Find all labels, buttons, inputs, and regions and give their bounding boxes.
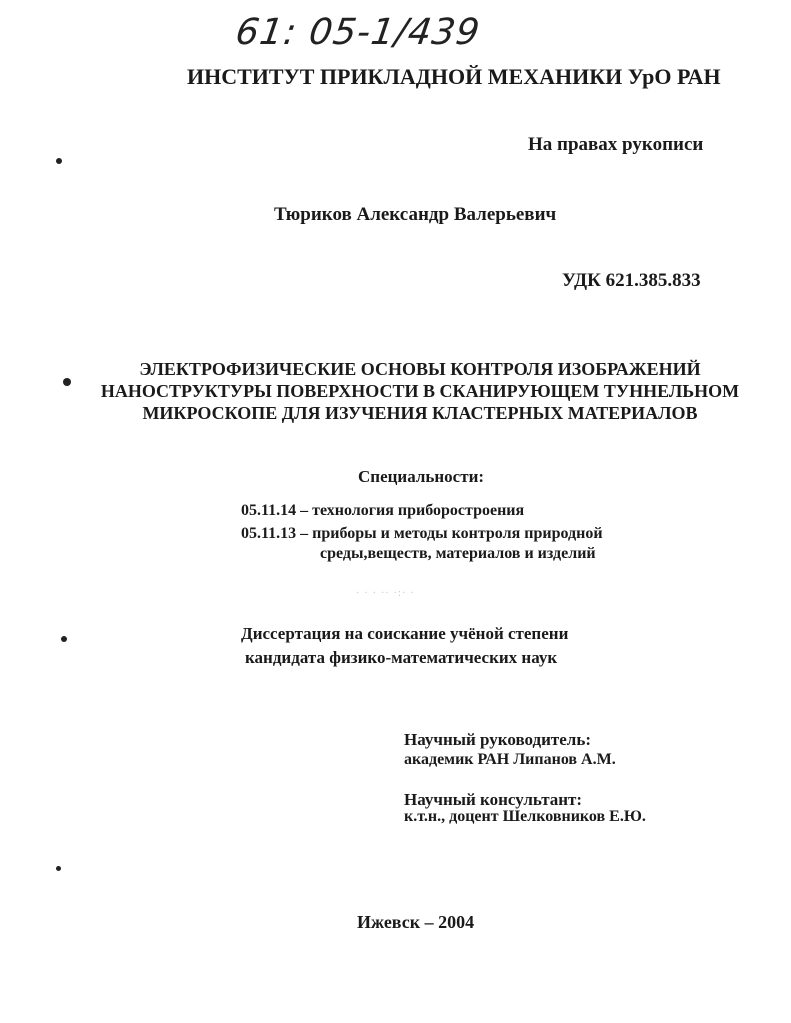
consultant-label: Научный консультант: — [404, 790, 583, 809]
specialty-item: 05.11.14 – технология приборостроения — [241, 502, 525, 519]
degree-statement-line1: Диссертация на соискание учёной степени — [241, 624, 569, 643]
degree-statement-line2: кандидата физико-математических наук — [245, 648, 558, 667]
title-line: МИКРОСКОПЕ ДЛЯ ИЗУЧЕНИЯ КЛАСТЕРНЫХ МАТЕРИАЛОВ — [142, 403, 698, 423]
specialty-item: 05.11.13 – приборы и методы контроля природной — [241, 525, 603, 542]
supervisor-name: академик РАН Липанов А.М. — [404, 751, 616, 768]
punch-hole-mark — [56, 158, 62, 164]
consultant-name: к.т.н., доцент Шелковников Е.Ю. — [404, 808, 646, 825]
specialties-heading: Специальности: — [358, 467, 485, 486]
punch-hole-mark — [63, 378, 71, 386]
institute-name: ИНСТИТУТ ПРИКЛАДНОЙ МЕХАНИКИ УрО РАН — [187, 64, 721, 89]
punch-hole-mark — [61, 636, 67, 642]
rights-note: На правах рукописи — [528, 134, 704, 155]
specialty-item-continuation: среды,веществ, материалов и изделий — [320, 545, 596, 562]
supervisor-label: Научный руководитель: — [404, 730, 591, 749]
punch-hole-mark — [56, 866, 61, 871]
faint-stamp-mark: · · · ·· ·:· · — [356, 588, 415, 599]
title-line: ЭЛЕКТРОФИЗИЧЕСКИЕ ОСНОВЫ КОНТРОЛЯ ИЗОБРАЖЕНИЙ — [139, 359, 701, 379]
city-and-year: Ижевск – 2004 — [357, 912, 475, 932]
title-line: НАНОСТРУКТУРЫ ПОВЕРХНОСТИ В СКАНИРУЮЩЕМ ТУННЕЛЬНОМ — [100, 381, 740, 401]
handwritten-catalog-code: 61: 05-1/439 — [233, 12, 483, 53]
author-name: Тюриков Александр Валерьевич — [274, 204, 557, 225]
dissertation-title — [60, 358, 780, 424]
udk-code: УДК 621.385.833 — [562, 270, 701, 291]
